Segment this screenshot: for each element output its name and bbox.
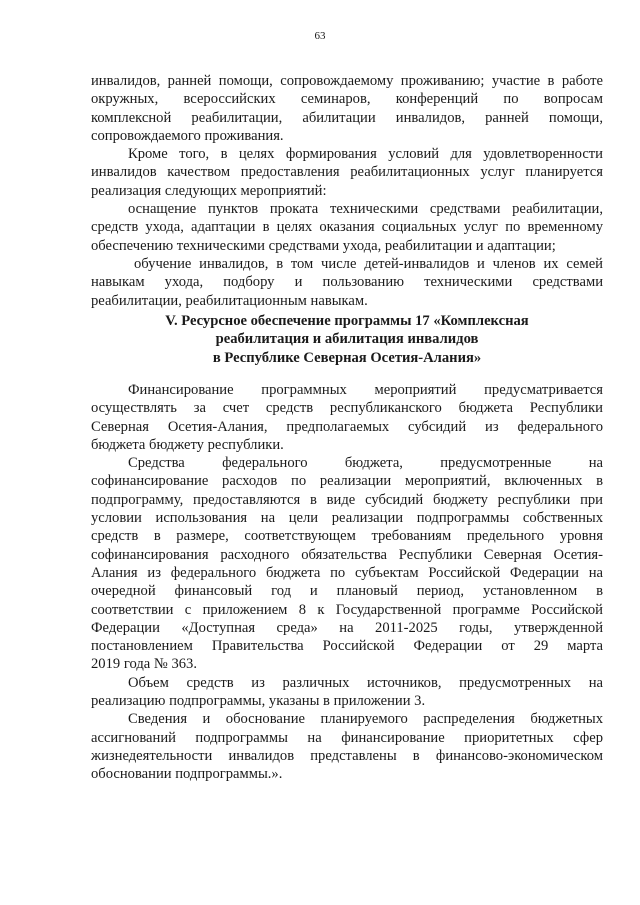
text-line: бюджета бюджету республики. — [91, 436, 284, 453]
text-line: комплексной реабилитации, абилитации инвалидов, ранней помощи, — [91, 109, 603, 126]
text-line: очередной финансовый год и плановый период, установленном в — [91, 583, 603, 600]
text-line: Средства федерального бюджета, предусмотренные на — [128, 455, 603, 472]
text-line: инвалидов качеством предоставления реабилитационных услуг планируется — [91, 164, 603, 181]
text-line: обосновании подпрограммы.». — [91, 766, 283, 783]
text-line: соответствии с приложением 8 к Государственной программе Российской — [91, 601, 603, 618]
text-line: окружных, всероссийских семинаров, конференций по вопросам — [91, 91, 603, 108]
text-line: реализацию подпрограммы, указаны в приложении 3. — [91, 693, 426, 710]
section-heading — [91, 312, 603, 367]
text-line: навыкам ухода, подбору и пользованию техническими средствами — [91, 274, 603, 291]
text-line: жизнедеятельности инвалидов представлены в финансово-экономическом — [91, 747, 603, 764]
text-line: Алания из федерального бюджета по субъектам Российской Федерации на — [91, 564, 603, 581]
text-line: обучение инвалидов, в том числе детей-инвалидов и членов их семей — [134, 255, 603, 272]
paragraph-block-funding — [91, 381, 603, 784]
heading-line: реабилитация и абилитация инвалидов — [215, 331, 479, 348]
heading-line: в Республике Северная Осетия-Алания» — [212, 349, 482, 366]
text-line: Сведения и обоснование планируемого распределения бюджетных — [128, 711, 603, 728]
text-line: реабилитации, реабилитационным навыкам. — [91, 292, 368, 309]
text-line: Кроме того, в целях формирования условий для удовлетворенности — [128, 146, 603, 163]
text-line: ассигнований подпрограммы на финансирование приоритетных сфер — [91, 729, 603, 746]
text-line: инвалидов, ранней помощи, сопровождаемому проживанию; участие в работе — [91, 73, 603, 89]
text-line: Финансирование программных мероприятий предусматривается — [128, 382, 603, 398]
page-number: 63 — [314, 30, 326, 42]
text-line: софинансирование расходов по реализации мероприятий, включенных в — [91, 473, 603, 490]
text-line: софинансирования расходного обязательства Республики Северная Осетия- — [91, 546, 603, 563]
text-line: осуществлять за счет средств республиканского бюджета Республики — [91, 400, 603, 417]
text-line: Федерации «Доступная среда» на 2011-2025 годы, утвержденной — [91, 619, 603, 636]
paragraph-block-intro — [91, 72, 603, 310]
text-line: средств ухода, адаптации в целях оказания социальных услуг по временному — [91, 219, 603, 236]
text-line: условии использования на цели реализации подпрограммы собственных — [91, 510, 603, 527]
text-line: реализация следующих мероприятий: — [91, 182, 327, 199]
text-line: оснащение пунктов проката техническими средствами реабилитации, — [128, 201, 603, 218]
text-line: сопровождаемого проживания. — [91, 127, 284, 144]
text-line: 2019 года № 363. — [91, 656, 197, 673]
heading-line: V. Ресурсное обеспечение программы 17 «Комплексная — [165, 313, 529, 329]
text-line: обеспечению техническими средствами ухода, реабилитации и адаптации; — [91, 237, 556, 254]
text-line: средств в размере, соответствующем требованиям предельного уровня — [91, 528, 603, 545]
text-line: Северная Осетия-Алания, предполагаемых субсидий из федерального — [91, 418, 603, 435]
text-line: подпрограмму, предоставляются в виде субсидий бюджету республики при — [91, 491, 603, 508]
text-line: постановлением Правительства Российской Федерации от 29 марта — [91, 638, 603, 655]
text-line: Объем средств из различных источников, предусмотренных на — [128, 674, 603, 691]
